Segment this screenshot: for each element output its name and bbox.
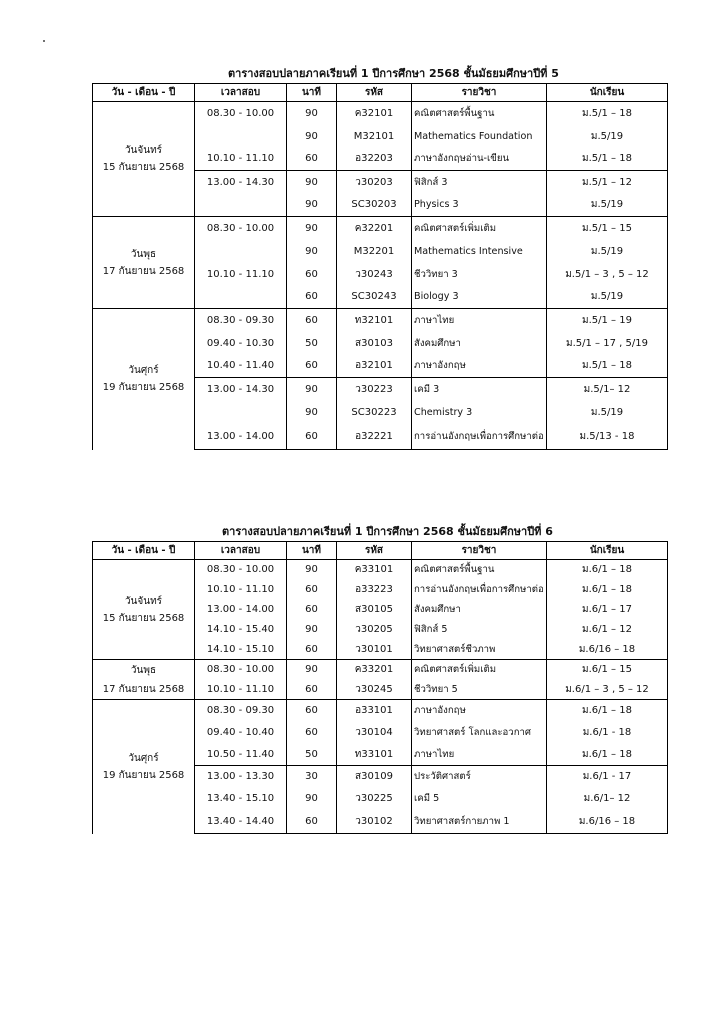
subject-cell: การอ่านอังกฤษเพื่อการศึกษาต่อ [412, 424, 547, 450]
students-cell: ม.5/1 – 3 , 5 – 12 [547, 263, 668, 286]
col-header-minutes: นาที [287, 542, 337, 560]
time-cell: 08.30 - 10.00 [195, 560, 287, 580]
code-cell: อ32203 [337, 148, 412, 171]
code-cell: ส30109 [337, 766, 412, 788]
col-header-students: นักเรียน [547, 542, 668, 560]
code-cell: ว30245 [337, 680, 412, 700]
students-cell: ม.6/1 – 17 [547, 600, 668, 620]
minutes-cell: 90 [287, 560, 337, 580]
time-cell: 08.30 - 09.30 [195, 309, 287, 332]
time-cell: 13.00 - 13.30 [195, 766, 287, 788]
students-cell: ม.6/1 – 15 [547, 660, 668, 680]
students-cell: ม.5/1– 12 [547, 378, 668, 401]
table-row [93, 309, 668, 332]
time-cell [195, 286, 287, 309]
day-name: วันพุธ [130, 248, 157, 260]
students-cell: ม.5/1 – 18 [547, 355, 668, 378]
subject-cell: ภาษาอังกฤษ [412, 355, 547, 378]
subject-cell: สังคมศึกษา [412, 332, 547, 355]
day-date: 15 กันยายน 2568 [102, 162, 185, 173]
time-cell [195, 401, 287, 424]
minutes-cell: 60 [287, 680, 337, 700]
subject-cell: การอ่านอังกฤษเพื่อการศึกษาต่อ [412, 580, 547, 600]
students-cell: ม.5/1 – 18 [547, 148, 668, 171]
time-cell: 13.40 - 15.10 [195, 788, 287, 810]
minutes-cell: 50 [287, 744, 337, 766]
students-cell: ม.6/16 – 18 [547, 810, 668, 834]
time-cell: 10.40 - 11.40 [195, 355, 287, 378]
day-date: 17 กันยายน 2568 [102, 683, 185, 695]
minutes-cell: 60 [287, 600, 337, 620]
time-cell: 14.10 - 15.40 [195, 620, 287, 640]
time-cell: 10.10 - 11.10 [195, 148, 287, 171]
day-date: 19 กันยายน 2568 [102, 769, 185, 781]
students-cell: ม.5/1 – 12 [547, 171, 668, 194]
time-cell: 14.10 - 15.10 [195, 640, 287, 660]
time-cell: 13.40 - 14.40 [195, 810, 287, 834]
table-row [93, 102, 668, 125]
code-cell: ท33101 [337, 744, 412, 766]
col-header-time: เวลาสอบ [195, 84, 287, 102]
code-cell: อ32221 [337, 424, 412, 450]
subject-cell: ภาษาอังกฤษ [412, 700, 547, 722]
students-cell: ม.5/19 [547, 401, 668, 424]
day-cell [93, 309, 195, 450]
minutes-cell: 90 [287, 194, 337, 217]
subject-cell: วิทยาศาสตร์ชีวภาพ [412, 640, 547, 660]
day-cell [93, 700, 195, 834]
time-cell: 08.30 - 09.30 [195, 700, 287, 722]
minutes-cell: 90 [287, 378, 337, 401]
code-cell: ท32101 [337, 309, 412, 332]
students-cell: ม.5/19 [547, 125, 668, 148]
minutes-cell: 60 [287, 263, 337, 286]
exam-table-m6 [92, 541, 668, 834]
students-cell: ม.5/1 – 19 [547, 309, 668, 332]
minutes-cell: 90 [287, 240, 337, 263]
code-cell: ว30203 [337, 171, 412, 194]
time-cell: 13.00 - 14.30 [195, 171, 287, 194]
minutes-cell: 90 [287, 217, 337, 240]
minutes-cell: 60 [287, 309, 337, 332]
time-cell: 08.30 - 10.00 [195, 102, 287, 125]
minutes-cell: 90 [287, 660, 337, 680]
code-cell: ส30103 [337, 332, 412, 355]
code-cell: ค32101 [337, 102, 412, 125]
subject-cell: Physics 3 [412, 194, 547, 217]
day-cell [93, 217, 195, 309]
time-cell: 08.30 - 10.00 [195, 217, 287, 240]
code-cell: ว30101 [337, 640, 412, 660]
subject-cell: Mathematics Foundation [412, 125, 547, 148]
code-cell: อ32101 [337, 355, 412, 378]
students-cell: ม.5/1 – 15 [547, 217, 668, 240]
subject-cell: ชีววิทยา 3 [412, 263, 547, 286]
minutes-cell: 60 [287, 355, 337, 378]
day-name: วันศุกร์ [128, 752, 159, 764]
subject-cell: คณิตศาสตร์เพิ่มเติม [412, 217, 547, 240]
col-header-students: นักเรียน [547, 84, 668, 102]
subject-cell: Biology 3 [412, 286, 547, 309]
code-cell: ว30205 [337, 620, 412, 640]
subject-cell: เคมี 5 [412, 788, 547, 810]
col-header-time: เวลาสอบ [195, 542, 287, 560]
students-cell: ม.6/16 – 18 [547, 640, 668, 660]
table-title-m6: ตารางสอบปลายภาคเรียนที่ 1 ปีการศึกษา 2568 ชั้นมัธยมศึกษาปีที่ 6 [222, 525, 553, 538]
students-cell: ม.6/1 - 17 [547, 766, 668, 788]
minutes-cell: 90 [287, 171, 337, 194]
day-cell [93, 102, 195, 217]
subject-cell: คณิตศาสตร์เพิ่มเติม [412, 660, 547, 680]
time-cell: 08.30 - 10.00 [195, 660, 287, 680]
minutes-cell: 30 [287, 766, 337, 788]
table-row [93, 560, 668, 580]
code-cell: ค33101 [337, 560, 412, 580]
code-cell: ว30102 [337, 810, 412, 834]
code-cell: ว30104 [337, 722, 412, 744]
day-name: วันพุธ [130, 664, 157, 676]
students-cell: ม.6/1– 12 [547, 788, 668, 810]
students-cell: ม.6/1 - 18 [547, 722, 668, 744]
time-cell: 13.00 - 14.30 [195, 378, 287, 401]
table-row [93, 217, 668, 240]
code-cell: SC30243 [337, 286, 412, 309]
day-name: วันศุกร์ [128, 365, 159, 377]
subject-cell: คณิตศาสตร์พื้นฐาน [412, 102, 547, 125]
code-cell: ว30225 [337, 788, 412, 810]
code-cell: ว30223 [337, 378, 412, 401]
minutes-cell: 60 [287, 722, 337, 744]
minutes-cell: 50 [287, 332, 337, 355]
minutes-cell: 60 [287, 810, 337, 834]
code-cell: อ33223 [337, 580, 412, 600]
subject-cell: ฟิสิกส์ 5 [412, 620, 547, 640]
students-cell: ม.5/1 – 17 , 5/19 [547, 332, 668, 355]
col-header-date: วัน - เดือน - ปี [93, 84, 195, 102]
day-cell [93, 560, 195, 660]
col-header-date: วัน - เดือน - ปี [93, 542, 195, 560]
minutes-cell: 90 [287, 620, 337, 640]
subject-cell: ชีววิทยา 5 [412, 680, 547, 700]
col-header-code: รหัส [337, 84, 412, 102]
time-cell: 10.10 - 11.10 [195, 263, 287, 286]
minutes-cell: 60 [287, 580, 337, 600]
col-header-code: รหัส [337, 542, 412, 560]
minutes-cell: 60 [287, 640, 337, 660]
code-cell: ค33201 [337, 660, 412, 680]
subject-cell: Chemistry 3 [412, 401, 547, 424]
minutes-cell: 90 [287, 401, 337, 424]
subject-cell: วิทยาศาสตร์กายภาพ 1 [412, 810, 547, 834]
minutes-cell: 90 [287, 125, 337, 148]
minutes-cell: 90 [287, 102, 337, 125]
students-cell: ม.6/1 – 18 [547, 700, 668, 722]
time-cell: 09.40 - 10.40 [195, 722, 287, 744]
code-cell: SC30203 [337, 194, 412, 217]
code-cell: ค32201 [337, 217, 412, 240]
students-cell: ม.6/1 – 18 [547, 560, 668, 580]
code-cell: ส30105 [337, 600, 412, 620]
table-row [93, 700, 668, 722]
time-cell: 13.00 - 14.00 [195, 424, 287, 450]
minutes-cell: 60 [287, 148, 337, 171]
subject-cell: คณิตศาสตร์พื้นฐาน [412, 560, 547, 580]
code-cell: M32201 [337, 240, 412, 263]
exam-table-m5 [92, 83, 668, 450]
subject-cell: ภาษาอังกฤษอ่าน-เขียน [412, 148, 547, 171]
students-cell: ม.5/1 – 18 [547, 102, 668, 125]
students-cell: ม.5/19 [547, 194, 668, 217]
subject-cell: Mathematics Intensive [412, 240, 547, 263]
minutes-cell: 90 [287, 788, 337, 810]
day-date: 15 กันยายน 2568 [102, 612, 185, 624]
table-row [93, 660, 668, 680]
minutes-cell: 60 [287, 700, 337, 722]
students-cell: ม.5/13 - 18 [547, 424, 668, 450]
time-cell [195, 125, 287, 148]
time-cell: 10.50 - 11.40 [195, 744, 287, 766]
time-cell [195, 194, 287, 217]
code-cell: M32101 [337, 125, 412, 148]
time-cell: 09.40 - 10.30 [195, 332, 287, 355]
time-cell: 10.10 - 11.10 [195, 680, 287, 700]
day-name: วันจันทร์ [124, 145, 163, 156]
students-cell: ม.5/19 [547, 286, 668, 309]
day-date: 19 กันยายน 2568 [102, 382, 185, 394]
col-header-minutes: นาที [287, 84, 337, 102]
subject-cell: ภาษาไทย [412, 309, 547, 332]
students-cell: ม.6/1 – 18 [547, 744, 668, 766]
students-cell: ม.5/19 [547, 240, 668, 263]
minutes-cell: 60 [287, 286, 337, 309]
time-cell: 10.10 - 11.10 [195, 580, 287, 600]
time-cell [195, 240, 287, 263]
subject-cell: วิทยาศาสตร์ โลกและอวกาศ [412, 722, 547, 744]
code-cell: SC30223 [337, 401, 412, 424]
students-cell: ม.6/1 – 3 , 5 – 12 [547, 680, 668, 700]
header-row [93, 542, 668, 560]
table-title-m5: ตารางสอบปลายภาคเรียนที่ 1 ปีการศึกษา 2568 ชั้นมัธยมศึกษาปีที่ 5 [228, 67, 559, 80]
students-cell: ม.6/1 – 12 [547, 620, 668, 640]
col-header-subject: รายวิชา [412, 84, 547, 102]
students-cell: ม.6/1 – 18 [547, 580, 668, 600]
subject-cell: ประวัติศาสตร์ [412, 766, 547, 788]
day-date: 17 กันยายน 2568 [102, 265, 185, 277]
day-cell [93, 660, 195, 700]
minutes-cell: 60 [287, 424, 337, 450]
subject-cell: ฟิสิกส์ 3 [412, 171, 547, 194]
subject-cell: สังคมศึกษา [412, 600, 547, 620]
subject-cell: ภาษาไทย [412, 744, 547, 766]
code-cell: อ33101 [337, 700, 412, 722]
subject-cell: เคมี 3 [412, 378, 547, 401]
scan-speck [43, 40, 45, 42]
header-row [93, 84, 668, 102]
code-cell: ว30243 [337, 263, 412, 286]
day-name: วันจันทร์ [124, 595, 163, 607]
col-header-subject: รายวิชา [412, 542, 547, 560]
time-cell: 13.00 - 14.00 [195, 600, 287, 620]
